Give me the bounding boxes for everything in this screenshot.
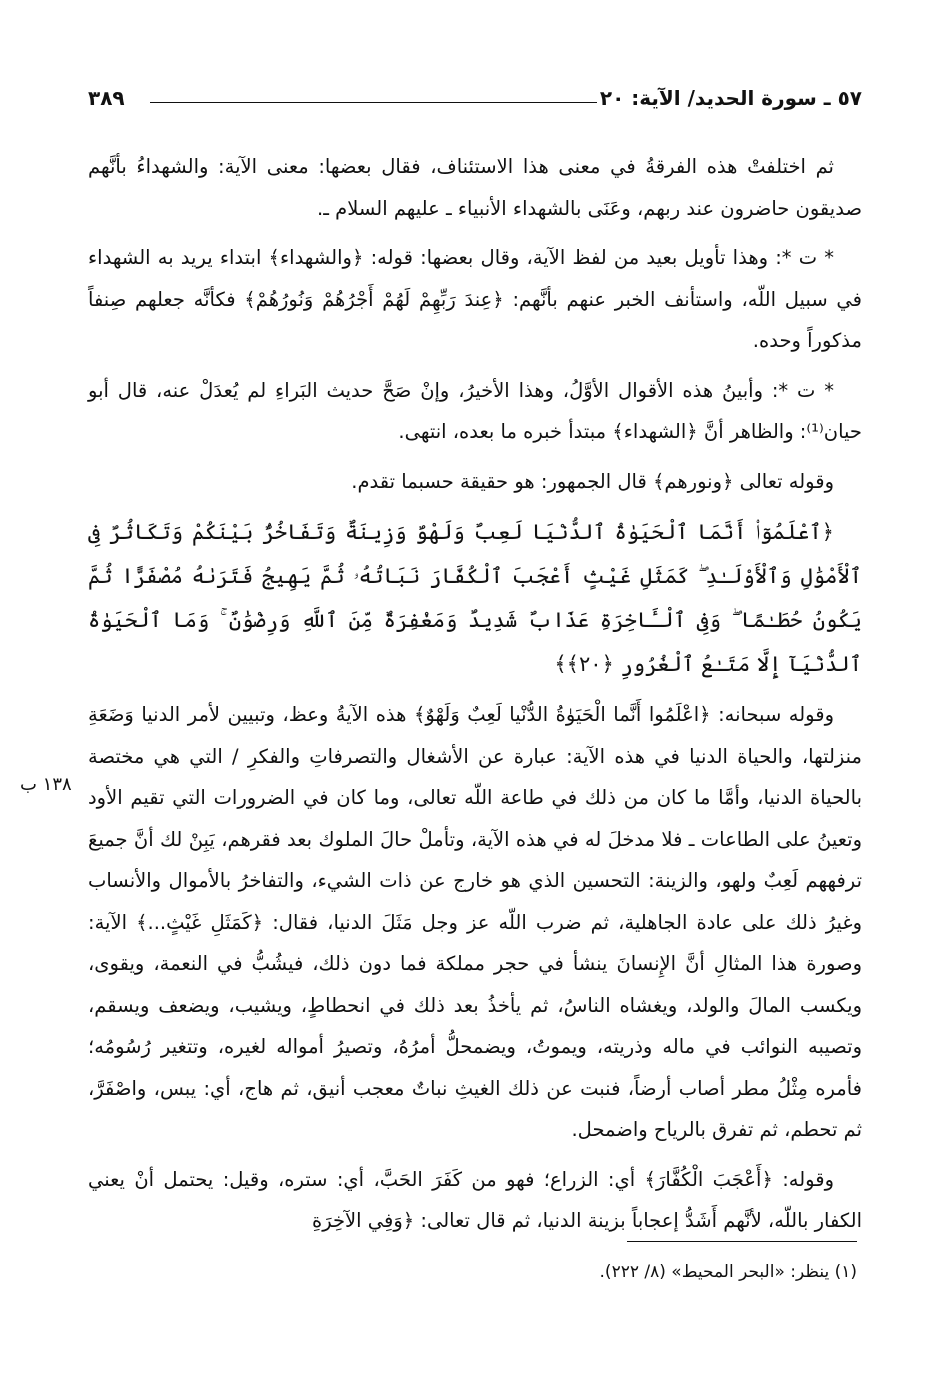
paragraph-5: وقوله سبحانه: ﴿اعْلَمُوا أَنَّما الْحَيَوٰةُ الدُّنْيا لَعِبٌ وَلَهْوٌ﴾ هذه الآيةُ وعظ، وتبيين لأمر الدنيا وَضَعَةِ منزلتها، والحياة الدنيا في هذه الآية: عبارة عن الأشغال والتصرفاتِ والفكرِ / التي هي مختصة بالحياة الدنيا، وأمَّا ما كان من ذلك في طاعة اللّه تعالى، وما كان في الضرورات التي تقيم الأود وتعينُ على الطاعات ـ فلا مدخلَ له في هذه الآية، وتأملْ حالَ الملوك بعد فقرهم، يَبِنْ لك أنَّ جميعَ ترفههم لَعِبٌ ولهو، والزينة: التحسين الذي هو خارج عن ذات الشيء، والتفاخرُ بالأموال والأنساب وغيرُ ذلك على عادة الجاهلية، ثم ضرب اللّه عز وجل مَثَلَ الدنيا، فقال: ﴿كَمَثَلِ غَيْثٍ...﴾ الآية: وصورة هذا المثالِ أنَّ الإِنسانَ ينشأ في حجر مملكة فما دون ذلك، فيشُبُّ في النعمة، ويقوى، ويكسب المالَ والولد، ويغشاه الناسُ، ثم يأخذُ بعد ذلك في انحطاطٍ، ويشيب، ويضعف ويسقم، وتصيبه النوائب في ماله وذريته، ويموتُ، ويضمحلُّ أمرُهُ، وتصيرُ أمواله لغيره، وتتغير رُسُومُه؛ فأمره مِثْلُ مطر أصاب أرضاً، فنبت عن ذلك الغيثِ نباتٌ معجب أنيق، ثم هاج، أي: يبس، واصْفَرَّ، ثم تحطم، ثم تفرق بالرياح واضمحل. [88, 703, 862, 1141]
header-rule [150, 102, 597, 103]
page-number: ٣٨٩ [88, 86, 125, 110]
page-body [88, 146, 862, 1250]
running-header [88, 86, 862, 120]
paragraph-4: وقوله تعالى ﴿ونورهم﴾ قال الجمهور: هو حقيقة حسبما تقدم. [351, 469, 834, 493]
paragraph-2: * ت *: وهذا تأويل بعيد من لفظ الآية، وقال بعضها: قوله: ﴿والشهداء﴾ ابتداء يريد به الشهداء في سبيل اللّه، واستأنف الخبر عنهم بأنَّهم: ﴿عِندَ رَبِّهِمْ لَهُمْ أَجْرُهُمْ وَنُورُهُمْ﴾ فكأنَّه جعلهم صِنفاً مذكوراً وحده. [88, 246, 862, 352]
paragraph-6: وقوله: ﴿أَعْجَبَ الْكُفَّارَ﴾ أي: الزراع؛ فهو من كَفَرَ الحَبَّ، أي: ستره، وقيل: يحتمل أنْ يعني الكفار باللّه، لأنَّهم أَشَدُّ إعجاباً بزينة الدنيا، ثم قال تعالى: ﴿وَفِي الآخِرَةِ [88, 1167, 862, 1232]
header-title: ٥٧ ـ سورة الحديد/ الآية: ٢٠ [599, 86, 862, 110]
footnote: (١) ينظر: «البحر المحيط» (٨/ ٢٢٢). [599, 1262, 857, 1282]
quran-verse: ﴿ٱعْلَمُوٓا۟ أَنَّمَا ٱلْحَيَوٰةُ ٱلدُّنْيَا لَعِبٌ وَلَهْوٌ وَزِينَةٌ وَتَفَاخُرٌۢ بَيْنَكُمْ وَتَكَاثُرٌ فِى ٱلْأَمْوَٰلِ وَٱلْأَوْلَـٰدِ ۖ كَمَثَلِ غَيْثٍ أَعْجَبَ ٱلْكُفَّارَ نَبَاتُهُۥ ثُمَّ يَهِيجُ فَتَرَىٰهُ مُصْفَرًّا ثُمَّ يَكُونُ حُطَـٰمًا ۖ وَفِى ٱلْـَٔاخِرَةِ عَذَابٌ شَدِيدٌ وَمَغْفِرَةٌ مِّنَ ٱللَّهِ وَرِضْوَٰنٌ ۚ وَمَا ٱلْحَيَوٰةُ ٱلدُّنْيَآ إِلَّا مَتَـٰعُ ٱلْغُرُورِ ﴿٢٠﴾﴾ [88, 520, 862, 676]
footnote-rule [627, 1241, 857, 1242]
paragraph-3: * ت *: وأبينُ هذه الأقوال الأوَّلُ، وهذا الأخيرُ، وإنْ صَحَّ حديث البَراءِ لم يُعدَلْ عنه، قال أبو حيان⁽¹⁾: والظاهر أنَّ ﴿الشهداء﴾ مبتدأ خبره ما بعده، انتهى. [88, 378, 862, 443]
paragraph-1: ثم اختلفتْ هذه الفرقةُ في معنى هذا الاستئناف، فقال بعضها: معنى الآية: والشهداءُ بأنَّهم صديقون حاضرون عند ربهم، وعَنَى بالشهداء الأنبياء ـ عليهم السلام ـ. [88, 155, 862, 220]
manuscript-folio-note: ١٣٨ ب [20, 774, 72, 795]
